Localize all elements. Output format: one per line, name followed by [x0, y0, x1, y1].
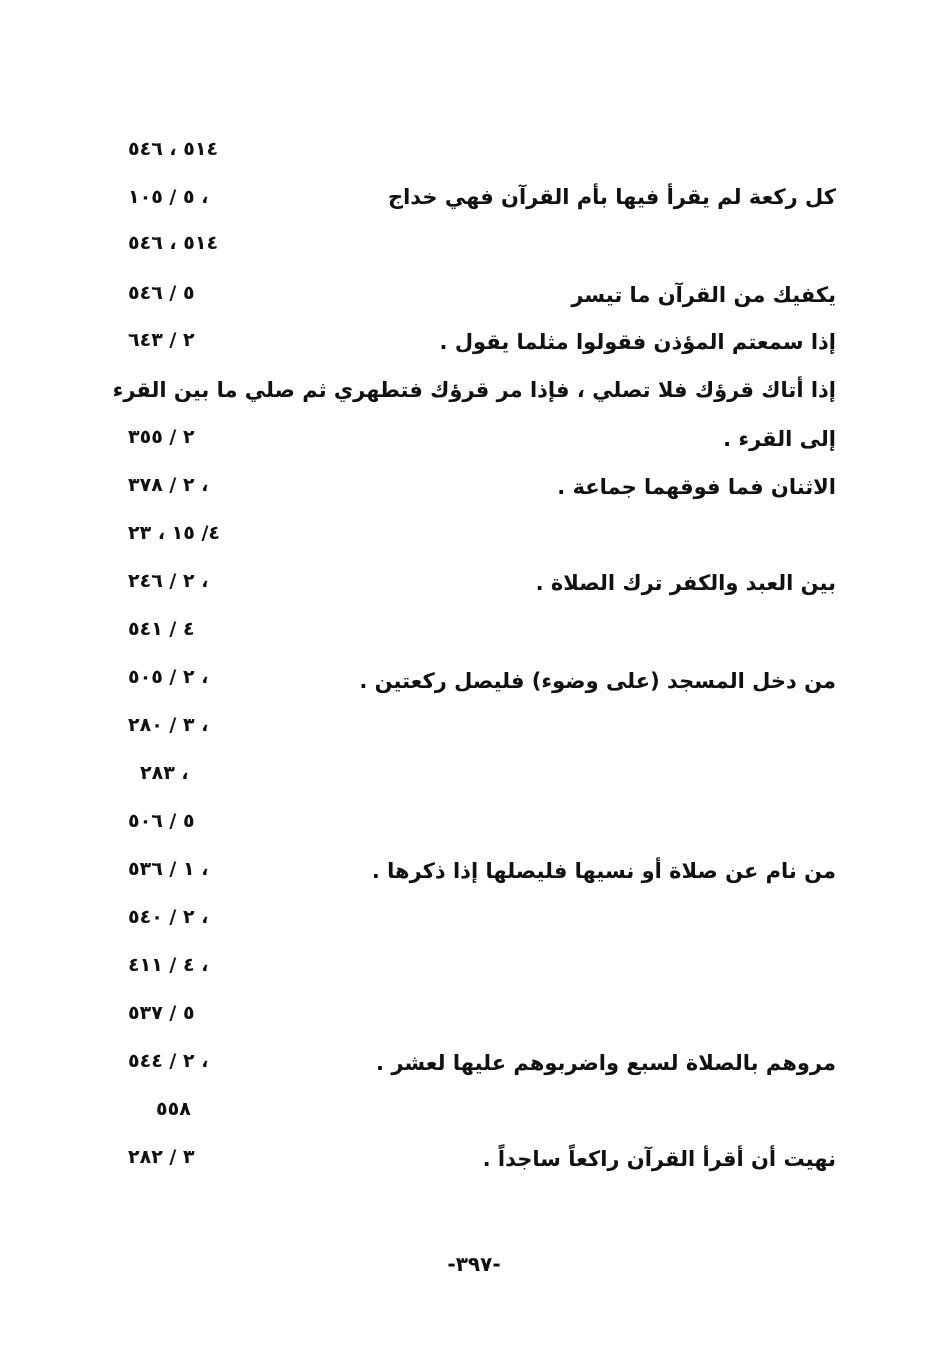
- page-number: -٣٩٧-: [447, 1252, 501, 1276]
- hadith-text: كل ركعة لم يقرأ فيها بأم القرآن فهي خداج: [387, 185, 836, 209]
- hadith-text: إذا سمعتم المؤذن فقولوا مثلما يقول .: [439, 330, 836, 354]
- hadith-text: إلى القرء .: [723, 427, 836, 451]
- reference-text: ٢ / ٢٤٦ ،: [128, 570, 209, 592]
- hadith-text: بين العبد والكفر ترك الصلاة .: [535, 571, 836, 595]
- reference-text: ٥ / ١٠٥ ،: [128, 186, 209, 208]
- hadith-text: من نام عن صلاة أو نسيها فليصلها إذا ذكرها .: [371, 859, 836, 883]
- reference-text: ٢ / ٣٧٨ ،: [128, 474, 209, 496]
- reference-text: ٥ / ٥٣٧: [128, 1002, 195, 1024]
- hadith-text: من دخل المسجد (على وضوء) فليصل ركعتين .: [359, 669, 836, 693]
- reference-text: ٢ / ٥٤٠ ،: [128, 906, 209, 928]
- hadith-text: نهيت أن أقرأ القرآن راكعاً ساجداً .: [482, 1147, 836, 1171]
- reference-text: ٢ / ٥٠٥ ،: [128, 666, 209, 688]
- hadith-text: يكفيك من القرآن ما تيسر: [571, 283, 836, 307]
- reference-text: ٣ / ٢٨٠ ،: [128, 714, 209, 736]
- hadith-text: الاثنان فما فوقهما جماعة .: [557, 475, 836, 499]
- reference-text: ٥١٤ ، ٥٤٦: [128, 138, 219, 160]
- reference-text: ٢ / ٥٤٤ ،: [128, 1050, 209, 1072]
- reference-text: ٥ / ٥٤٦: [128, 282, 195, 304]
- hadith-text: إذا أتاك قرؤك فلا تصلي ، فإذا مر قرؤك فتطهري ثم صلي ما بين القرء: [112, 378, 836, 402]
- reference-text: ١ / ٥٣٦ ،: [128, 858, 209, 880]
- reference-text: ٢٨٣ ،: [140, 762, 189, 784]
- reference-text: ٢ / ٣٥٥: [128, 426, 195, 448]
- reference-text: ٥٥٨: [156, 1098, 191, 1120]
- reference-text: ٢ / ٦٤٣: [128, 329, 195, 351]
- reference-text: ٤/ ١٥ ، ٢٣: [128, 522, 221, 544]
- reference-text: ٥١٤ ، ٥٤٦: [128, 232, 219, 254]
- reference-text: ٤ / ٤١١ ،: [128, 954, 209, 976]
- hadith-text: مروهم بالصلاة لسبع واضربوهم عليها لعشر .: [376, 1051, 836, 1075]
- reference-text: ٤ / ٥٤١: [128, 618, 195, 640]
- reference-text: ٥ / ٥٠٦: [128, 810, 195, 832]
- reference-text: ٣ / ٢٨٢: [128, 1146, 195, 1168]
